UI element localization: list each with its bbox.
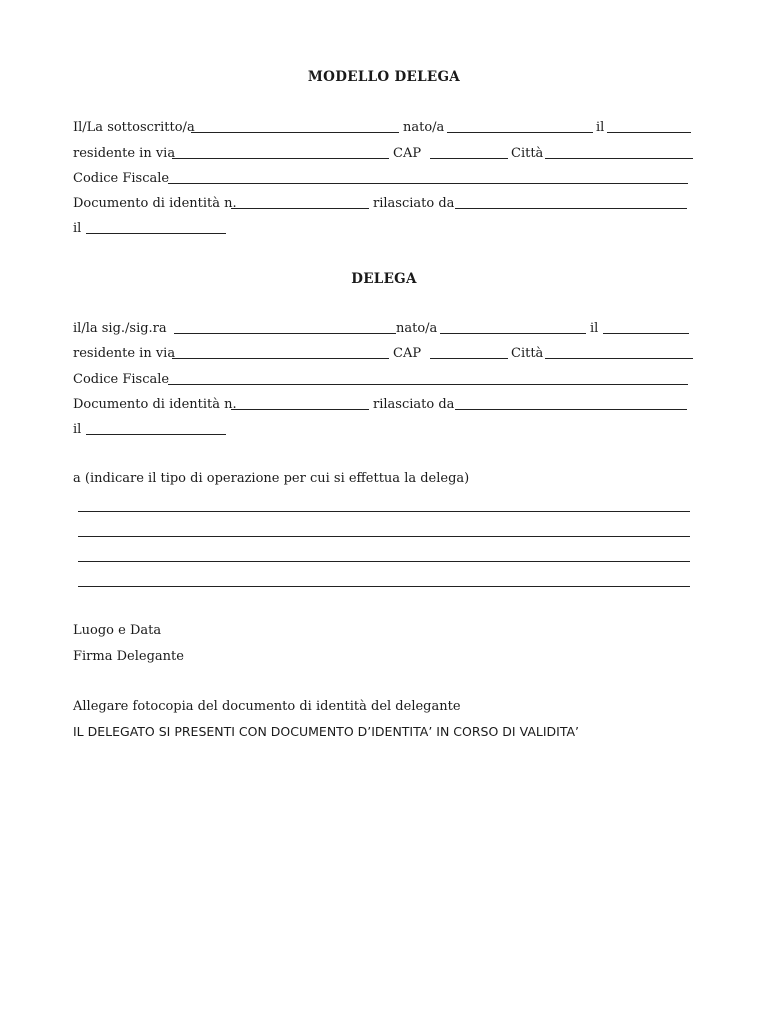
delegante-line-1 — [73, 120, 693, 136]
document-number-field[interactable] — [231, 208, 369, 209]
name-field[interactable] — [191, 132, 399, 133]
delegato-line-5 — [73, 422, 233, 438]
label-address: residente in via — [73, 146, 176, 161]
birthplace-field[interactable] — [440, 333, 586, 334]
label-date: il — [590, 321, 599, 336]
signature-label: Firma Delegante — [73, 649, 184, 664]
label-city: Città — [511, 346, 544, 361]
label-date: il — [596, 120, 605, 135]
label-issue-date: il — [73, 221, 82, 236]
label-name: Il/La sottoscritto/a — [73, 120, 195, 135]
label-issued: rilasciato da — [373, 196, 455, 211]
delegante-line-4 — [73, 196, 691, 212]
address-field[interactable] — [172, 158, 389, 159]
city-field[interactable] — [545, 358, 693, 359]
delegante-line-2 — [73, 146, 695, 162]
label-born: nato/a — [403, 120, 445, 135]
issued-by-field[interactable] — [455, 409, 687, 410]
birthdate-field[interactable] — [607, 132, 691, 133]
delegato-line-3 — [73, 372, 691, 388]
birthdate-field[interactable] — [603, 333, 689, 334]
section-title: DELEGA — [351, 271, 417, 287]
issue-date-field[interactable] — [86, 233, 226, 234]
label-address: residente in via — [73, 346, 176, 361]
label-issued: rilasciato da — [373, 397, 455, 412]
document-title: MODELLO DELEGA — [307, 69, 461, 85]
tax-code-field[interactable] — [168, 183, 688, 184]
place-date-label: Luogo e Data — [73, 623, 162, 638]
cap-field[interactable] — [430, 158, 508, 159]
label-city: Città — [511, 146, 544, 161]
label-born: nato/a — [396, 321, 438, 336]
label-document: Documento di identità n. — [73, 196, 237, 211]
operation-line-3[interactable] — [78, 561, 690, 562]
operation-line-1[interactable] — [78, 511, 690, 512]
document-number-field[interactable] — [231, 409, 369, 410]
attach-note: Allegare fotocopia del documento di identità del delegante — [73, 699, 461, 714]
city-field[interactable] — [545, 158, 693, 159]
operation-line-4[interactable] — [78, 586, 690, 587]
name-field[interactable] — [174, 333, 396, 334]
warning-note: IL DELEGATO SI PRESENTI CON DOCUMENTO D’IDENTITA’ IN CORSO DI VALIDITA’ — [73, 724, 580, 739]
birthplace-field[interactable] — [447, 132, 593, 133]
label-cap: CAP — [393, 146, 422, 161]
label-cap: CAP — [393, 346, 422, 361]
issue-date-field[interactable] — [86, 434, 226, 435]
label-tax-code: Codice Fiscale — [73, 171, 170, 186]
label-name: il/la sig./sig.ra — [73, 321, 167, 336]
address-field[interactable] — [172, 358, 389, 359]
delegante-line-3 — [73, 171, 691, 187]
delegato-line-1 — [73, 321, 693, 337]
operation-line-2[interactable] — [78, 536, 690, 537]
cap-field[interactable] — [430, 358, 508, 359]
issued-by-field[interactable] — [455, 208, 687, 209]
label-issue-date: il — [73, 422, 82, 437]
delegato-line-2 — [73, 346, 695, 362]
operation-label: a (indicare il tipo di operazione per cui si effettua la delega) — [73, 471, 470, 486]
tax-code-field[interactable] — [168, 384, 688, 385]
label-document: Documento di identità n. — [73, 397, 237, 412]
label-tax-code: Codice Fiscale — [73, 372, 170, 387]
delegato-line-4 — [73, 397, 691, 413]
delegante-line-5 — [73, 221, 233, 237]
